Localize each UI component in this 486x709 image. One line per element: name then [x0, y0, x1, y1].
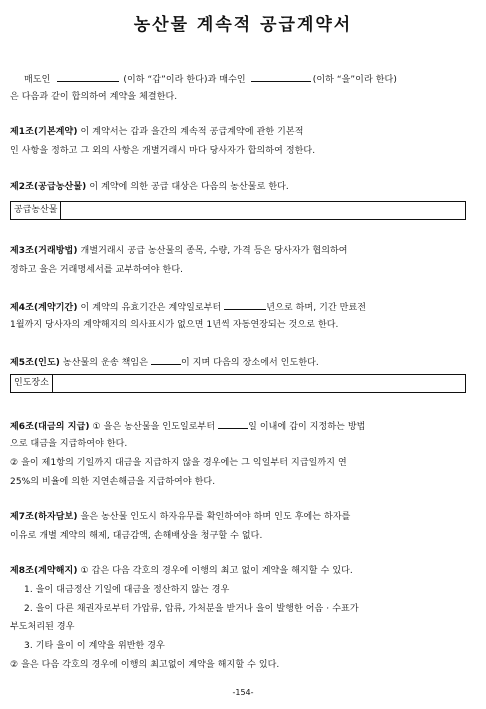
- article-3-line-2: 정하고 을은 거래명세서를 교부하여야 한다.: [10, 265, 184, 275]
- article-7-text: 을은 농산물 인도시 하자유무를 확인하여야 하며 인도 후에는 하자를: [77, 512, 351, 522]
- seller-label: 매도인: [24, 75, 51, 85]
- article-4-line-2: 1월까지 당사자의 계약해지의 의사표시가 없으면 1년씩 자동연장되는 것으로 한다.: [10, 320, 339, 330]
- article-4-text-a: 이 계약의 유효기간은 계약일로부터: [77, 303, 225, 313]
- article-7-heading: 제7조(하자담보): [10, 512, 78, 522]
- article-2-heading: 제2조(공급농산물): [10, 182, 87, 192]
- buyer-blank: [251, 72, 311, 82]
- article-6-line-4: 25%의 비율에 의한 지연손해금을 지급하여야 한다.: [10, 477, 216, 487]
- article-6-text-b: 일 이내에 갑이 지정하는 방법: [248, 422, 366, 432]
- article-4-line-1: [10, 300, 476, 314]
- article-8-line-1: [10, 565, 476, 577]
- article-2-text: 이 계약에 의한 공급 대상은 다음의 농산물로 한다.: [86, 182, 289, 192]
- article-6-heading: 제6조(대금의 지급): [10, 422, 90, 432]
- article-6-line-1: [10, 419, 476, 433]
- transport-party-blank: [151, 355, 181, 365]
- article-8-item-2-cont: 부도처리된 경우: [10, 622, 75, 632]
- article-8-item-3: 3. 기타 을이 이 계약을 위반한 경우: [24, 641, 165, 651]
- contract-years-blank: [224, 300, 266, 310]
- article-8-item-2: 2. 을이 다른 채권자로부터 가압류, 압류, 가처분을 받거나 을이 발행한 어음 · 수표가: [24, 604, 359, 614]
- article-5-heading: 제5조(인도): [10, 358, 60, 368]
- payment-days-blank: [218, 419, 248, 429]
- document-title: 농산물 계속적 공급계약서: [133, 15, 353, 35]
- article-7-line-2: 이유로 개별 계약의 해제, 대금감액, 손해배상을 청구할 수 없다.: [10, 531, 263, 541]
- supply-produce-label: 공급농산물: [11, 202, 61, 219]
- article-1-line-2: 인 사항을 정하고 그 외의 사항은 개별거래시 마다 당사자가 합의하여 정한다.: [10, 146, 316, 156]
- article-5-text-a: 농산물의 운송 책임은: [59, 358, 151, 368]
- intro-line-1: [24, 72, 486, 86]
- article-3-text: 개별거래시 공급 농산물의 종목, 수량, 가격 등은 당사자가 협의하여: [77, 246, 348, 256]
- article-4-text-b: 년으로 하며, 기간 만료전: [266, 303, 367, 313]
- article-8-heading: 제8조(계약해지): [10, 566, 78, 576]
- article-7-line-1: [10, 511, 476, 523]
- article-1-text: 이 계약서는 갑과 을간의 계속적 공급계약에 관한 기본적: [77, 127, 304, 137]
- article-6-line-2: 으로 대금을 지급하여야 한다.: [10, 439, 128, 449]
- article-4-heading: 제4조(계약기간): [10, 303, 78, 313]
- buyer-label: (이하 “갑”이라 한다)과 매수인: [123, 75, 246, 85]
- article-3-heading: 제3조(거래방법): [10, 246, 78, 256]
- intro-line-2: 은 다음과 같이 합의하여 계약을 체결한다.: [10, 92, 178, 102]
- delivery-place-label: 인도장소: [11, 375, 53, 392]
- article-2-line-1: [10, 181, 476, 193]
- article-1-heading: 제1조(기본계약): [10, 127, 78, 137]
- article-8-line-2: ② 을은 다음 각호의 경우에 이행의 최고없이 계약을 해지할 수 있다.: [10, 660, 280, 670]
- article-8-text: ① 갑은 다음 각호의 경우에 이행의 최고 없이 계약을 해지할 수 있다.: [77, 566, 353, 576]
- article-1-line-1: [10, 126, 476, 138]
- seller-blank: [57, 72, 119, 82]
- article-8-item-1: 1. 을이 대금정산 기일에 대금을 정산하지 않는 경우: [24, 585, 230, 595]
- intro-suffix: (이하 “을”이라 한다): [312, 75, 397, 85]
- article-6-line-3: ② 을이 제1항의 기일까지 대금을 지급하지 않을 경우에는 그 익일부터 지급일까지 연: [10, 458, 347, 468]
- article-5-line-1: [10, 355, 476, 369]
- article-6-text-a: ① 을은 농산물을 인도일로부터: [89, 422, 219, 432]
- page-number: -154-: [232, 688, 254, 697]
- supply-produce-box: [10, 201, 466, 220]
- delivery-place-box: [10, 374, 466, 393]
- article-5-text-b: 이 지며 다음의 장소에서 인도한다.: [180, 358, 319, 368]
- article-3-line-1: [10, 245, 476, 257]
